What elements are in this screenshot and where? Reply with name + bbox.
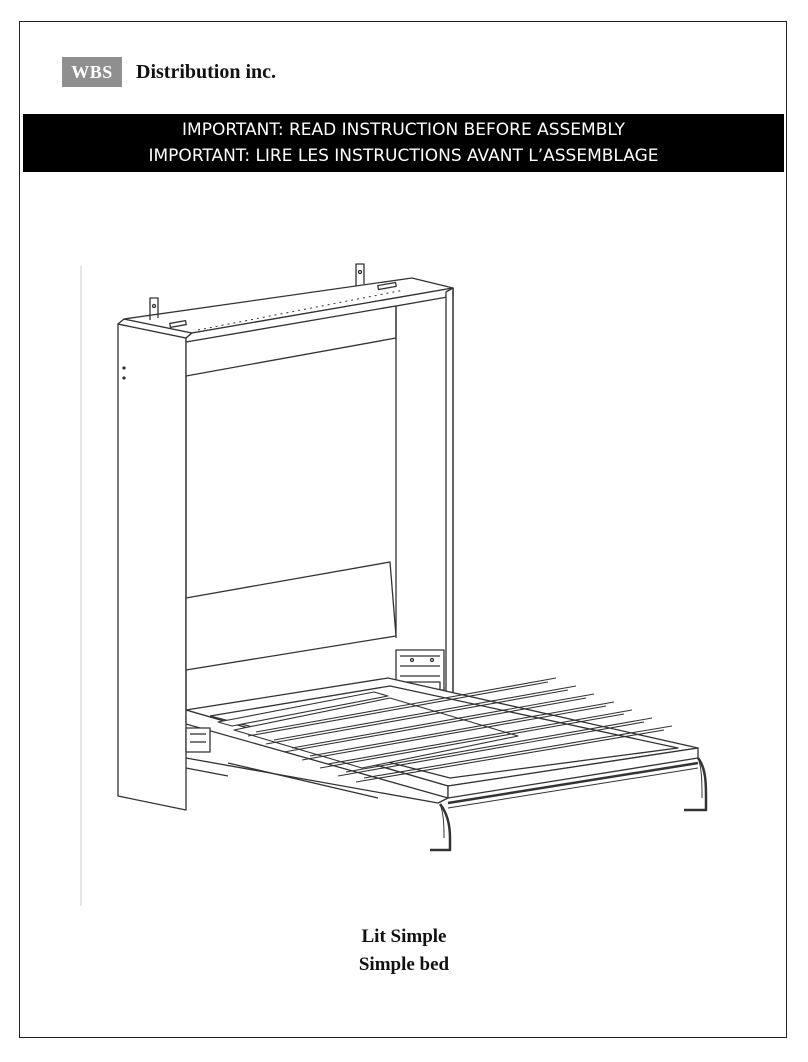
wbs-logo: WBS: [62, 57, 122, 87]
banner-line-french: IMPORTANT: LIRE LES INSTRUCTIONS AVANT L’ASSEMBLAGE: [148, 146, 659, 166]
caption-english: Simple bed: [358, 954, 450, 975]
company-name: Distribution inc.: [136, 60, 277, 83]
brand-header: [62, 57, 276, 87]
caption-french: Lit Simple: [361, 926, 447, 947]
wall-bed-line-drawing: [78, 258, 718, 908]
important-banner: [23, 114, 784, 172]
banner-line-english: IMPORTANT: READ INSTRUCTION BEFORE ASSEMBLY: [182, 120, 625, 140]
